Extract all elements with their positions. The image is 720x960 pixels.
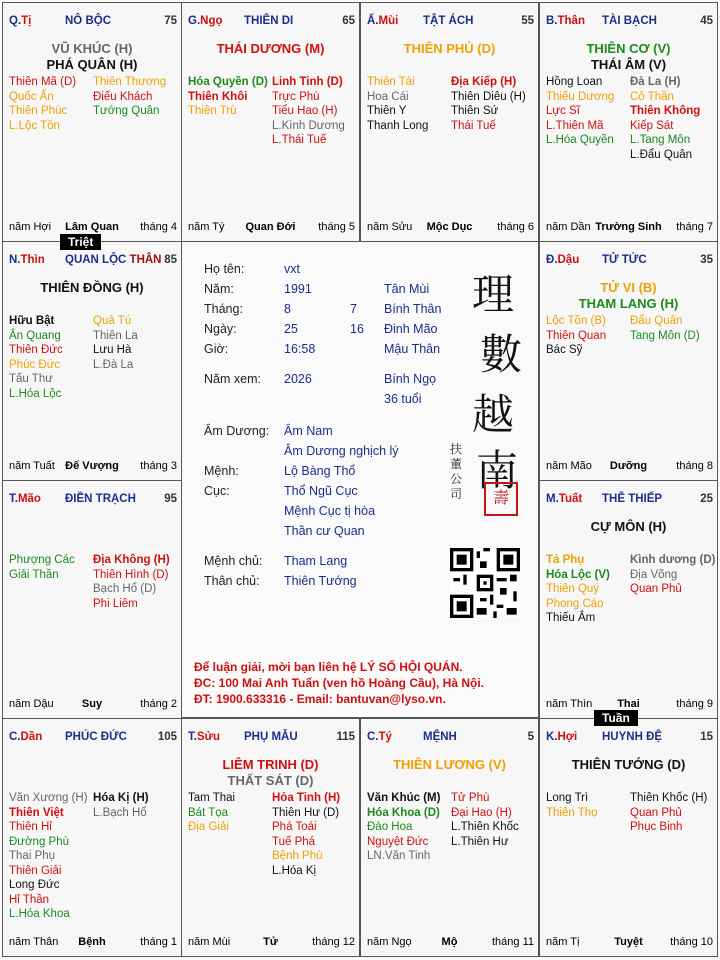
cell-stage: Bệnh (78, 936, 106, 948)
cell-position: Đ.Dậu (546, 254, 580, 266)
main-star: VŨ KHÚC (H) (51, 41, 133, 56)
minor-star: Linh Tinh (D) (272, 76, 343, 88)
minor-star: Thiên Không (630, 105, 701, 117)
palace-name: TẬT ÁCH (423, 15, 474, 27)
contact-line-1: Để luận giải, mời bạn liên hệ LÝ SỐ HỘI QUÁN. (194, 660, 463, 674)
minor-star: Tam Thai (188, 792, 236, 804)
minor-star: Cô Thần (630, 90, 674, 103)
cell-month: tháng 9 (676, 698, 713, 710)
minor-stars-c2 (93, 75, 166, 119)
menh-chu-label: Mệnh chủ: (204, 554, 263, 568)
minor-star: Hỉ Thần (9, 893, 50, 906)
minor-star: Thiên Hỉ (9, 821, 52, 833)
minor-star: Thiên Tài (367, 76, 415, 88)
cuc-value: Thổ Ngũ Cục (284, 484, 358, 498)
main-stars (540, 280, 717, 312)
cell-month: tháng 10 (670, 936, 713, 948)
contact-phone-email[interactable]: ĐT: 1900.633316 - Email: bantuvan@lyso.vn. (194, 692, 446, 706)
cell-year: năm Thìn (546, 698, 593, 710)
palace-cell-ddau (539, 241, 718, 481)
minor-star: L.Đà La (93, 358, 134, 371)
than-marker: THÂN (129, 254, 162, 266)
minor-star: Văn Khúc (M) (367, 792, 441, 804)
minor-stars-c2 (630, 75, 700, 162)
cell-stage: Đế Vượng (65, 460, 119, 472)
minor-star: Thiên Y (367, 105, 407, 117)
minor-star: Thiên Khốc (H) (630, 792, 708, 804)
minor-stars-c2 (272, 791, 340, 878)
minor-star: Tả Phụ (546, 554, 585, 566)
triet-tag: Triệt (60, 234, 101, 250)
minor-stars-c1 (188, 791, 235, 835)
minor-star: Thái Tuế (451, 119, 496, 132)
minor-star: Thanh Long (367, 119, 429, 132)
minor-star: Phi Liêm (93, 597, 138, 610)
cell-month: tháng 3 (140, 460, 177, 472)
cell-month: tháng 2 (140, 698, 177, 710)
minor-star: Quả Tú (93, 315, 132, 327)
minor-stars-c1 (546, 553, 610, 626)
am-duong-value-2: Âm Dương nghịch lý (284, 444, 399, 458)
cell-year: năm Tý (188, 221, 225, 233)
cell-year: năm Mùi (188, 936, 231, 948)
cell-year: năm Hợi (9, 221, 52, 233)
main-star: THIÊN PHỦ (D) (403, 41, 496, 56)
palace-age: 35 (700, 254, 713, 266)
minor-star: Thiếu Dương (546, 90, 615, 103)
am-duong-value: Âm Nam (284, 424, 333, 438)
seal-char-3: 越 (472, 390, 515, 439)
minor-star: Long Đức (9, 879, 60, 891)
cell-month: tháng 12 (312, 936, 355, 948)
cell-month: tháng 11 (491, 936, 534, 948)
than-chu-label: Thân chủ: (204, 574, 260, 588)
seal-sub-text: 扶董公司 (450, 442, 463, 501)
menh-label: Mệnh: (204, 464, 239, 478)
main-star: CỰ MÔN (H) (590, 519, 667, 534)
info-value-solar: vxt (284, 262, 300, 276)
palace-age: 55 (521, 15, 534, 27)
cell-year: năm Mão (546, 460, 592, 472)
cell-stage: Mộ (441, 936, 458, 948)
cell-month: tháng 7 (676, 221, 713, 233)
palace-name: MỆNH (423, 731, 457, 743)
cell-stage: Dưỡng (609, 460, 648, 472)
palace-name: THIÊN DI (244, 15, 294, 27)
minor-star: Thiên Đức (9, 344, 63, 356)
minor-star: Kiếp Sát (630, 119, 674, 132)
main-star: THIÊN LƯƠNG (V) (393, 757, 506, 772)
cell-stage: Thai (617, 698, 640, 710)
minor-star: Hỏa Tinh (H) (272, 792, 341, 804)
minor-star: Lộc Tồn (B) (546, 315, 606, 327)
minor-star: LN.Văn Tinh (367, 850, 431, 862)
info-label: Ngày: (204, 322, 237, 336)
contact-address: ĐC: 100 Mai Anh Tuấn (ven hồ Hoàng Cầu), Hà Nội. (194, 676, 485, 690)
minor-star: Kình dương (D) (630, 554, 716, 566)
cell-year: năm Thân (9, 936, 59, 948)
minor-star: Phá Toái (272, 821, 317, 833)
menh-chu-value: Tham Lang (284, 554, 348, 568)
minor-stars-c1 (9, 791, 88, 922)
palace-cell-cty (360, 718, 539, 957)
cell-position: N.Thìn (9, 254, 45, 266)
minor-star: Quan Phủ (630, 583, 682, 595)
minor-star: L.Thiên Khốc (451, 821, 519, 833)
minor-star: Tiểu Hao (H) (272, 105, 338, 117)
info-label: Họ tên: (204, 262, 245, 276)
cell-position: M.Tuất (546, 493, 583, 505)
cell-stage: Tuyệt (614, 936, 643, 948)
minor-star: Tuế Phá (272, 835, 316, 848)
minor-star: Bạch Hổ (D) (93, 583, 157, 595)
minor-star: Địa Không (H) (93, 554, 170, 566)
minor-star: Thiếu Âm (546, 612, 596, 624)
cell-stage: Trường Sinh (595, 221, 662, 233)
palace-age: 45 (700, 15, 713, 27)
info-value-lunar: 7 (350, 302, 357, 316)
minor-stars-c1 (367, 791, 440, 864)
info-label: Năm xem: (204, 372, 261, 386)
info-value-solar: 2026 (284, 372, 312, 386)
minor-star: L.Thái Tuế (272, 134, 327, 146)
minor-star: Phượng Các (9, 554, 75, 566)
cell-stage: Tử (263, 936, 278, 948)
palace-name: THÊ THIẾP (602, 493, 663, 505)
cell-year: năm Dần (546, 221, 591, 233)
minor-star: Tấu Thư (9, 373, 53, 385)
minor-stars-c1 (9, 553, 75, 582)
cuc-value-3: Thần cư Quan (284, 524, 365, 538)
cell-stage: Lâm Quan (65, 221, 119, 233)
minor-star: Văn Xương (H) (9, 792, 88, 804)
minor-star: L.Tang Môn (630, 134, 691, 146)
minor-star: Nguyệt Đức (367, 835, 429, 848)
minor-star: L.Đẩu Quân (630, 148, 693, 161)
minor-stars-c2 (93, 791, 149, 820)
minor-star: Phúc Đức (9, 358, 61, 371)
minor-star: L.Bạch Hổ (93, 806, 147, 819)
minor-star: Thiên Trù (188, 105, 237, 117)
main-stars (182, 757, 359, 789)
palace-cell-gngo (181, 2, 360, 242)
main-star: THIÊN TƯỚNG (D) (571, 757, 686, 772)
cell-year: năm Sửu (367, 221, 413, 233)
minor-star: L.Thiên Mã (546, 119, 604, 132)
minor-star: Hoa Cái (367, 90, 409, 103)
palace-age: 115 (336, 731, 355, 743)
palace-cell-amui (360, 2, 539, 242)
main-stars (361, 757, 538, 773)
minor-star: Đào Hoa (367, 821, 413, 833)
info-value-canchi: 36 tuổi (384, 392, 422, 406)
seal-char-4: 南 (476, 446, 519, 495)
cell-position: Ấ.Mùi (367, 15, 399, 27)
info-value-canchi: Tân Mùi (384, 282, 430, 296)
info-label: Tháng: (204, 302, 243, 316)
minor-star: Đại Hao (H) (451, 806, 512, 819)
minor-star: Đường Phù (9, 835, 69, 848)
minor-star: L.Hóa Lộc (9, 387, 62, 400)
minor-stars-c2 (630, 791, 707, 835)
main-star: THIÊN ĐỒNG (H) (40, 280, 144, 295)
info-value-canchi: Mậu Thân (384, 342, 441, 356)
minor-stars-c1 (367, 75, 428, 133)
minor-star: Tử Phù (451, 792, 490, 804)
cell-year: năm Dậu (9, 698, 54, 710)
minor-star: Thiên Việt (9, 806, 64, 819)
minor-star: Thiên Thọ (546, 806, 598, 819)
minor-star: L.Lộc Tồn (9, 119, 60, 132)
minor-star: Thiên Quý (546, 583, 600, 595)
main-stars (182, 41, 359, 57)
cuc-value-2: Mệnh Cục tị hòa (284, 504, 376, 518)
info-value-canchi: Bính Ngọ (384, 372, 437, 386)
minor-stars-c2 (93, 314, 138, 372)
minor-stars-c2 (630, 553, 715, 597)
minor-star: Hữu Bật (9, 315, 55, 327)
palace-name: ĐIỀN TRẠCH (65, 493, 136, 505)
palace-cell-tsuu (181, 718, 360, 957)
main-stars (3, 280, 181, 296)
minor-star: Thiên Diêu (H) (451, 90, 526, 103)
cell-year: năm Tuất (9, 460, 55, 472)
minor-star: Thiên Mã (D) (9, 76, 77, 88)
minor-stars-c1 (9, 314, 63, 401)
palace-age: 65 (342, 15, 355, 27)
main-star: PHÁ QUÂN (H) (46, 57, 138, 72)
palace-name: PHỤ MẪU (244, 731, 298, 743)
minor-star: Bệnh Phù (272, 850, 323, 862)
main-star: THẤT SÁT (D) (227, 773, 314, 788)
main-star: TỬ VI (B) (600, 280, 657, 295)
palace-cell-nthin (2, 241, 182, 481)
minor-star: Quốc Ấn (9, 90, 54, 103)
main-stars (3, 41, 181, 73)
info-label: Giờ: (204, 342, 229, 356)
palace-age: 95 (164, 493, 177, 505)
minor-star: Địa Giải (188, 821, 229, 833)
minor-stars-c1 (546, 314, 606, 358)
cell-month: tháng 1 (140, 936, 177, 948)
minor-star: Hóa Lộc (V) (546, 568, 610, 581)
palace-age: 105 (157, 731, 177, 743)
minor-star: Hồng Loan (546, 76, 603, 88)
minor-star: Trực Phù (272, 90, 320, 103)
minor-star: Điếu Khách (93, 90, 153, 103)
cell-year: năm Ngọ (367, 936, 412, 948)
main-stars (540, 519, 717, 535)
minor-star: Hóa Quyền (D) (188, 76, 268, 88)
minor-star: Hóa Kị (H) (93, 792, 149, 804)
cell-year: năm Tị (546, 936, 580, 948)
cell-position: T.Mão (9, 493, 41, 505)
seal-char-2: 數 (480, 330, 523, 379)
main-star: THIÊN CƠ (V) (586, 41, 671, 56)
palace-name: HUYNH ĐỆ (602, 731, 663, 743)
info-value-canchi: Đinh Mão (384, 322, 438, 336)
minor-star: Thai Phụ (9, 850, 56, 862)
cell-stage: Mộc Dục (426, 221, 473, 233)
minor-star: Long Trì (546, 792, 589, 804)
minor-star: Lưu Hà (93, 344, 132, 356)
minor-star: Lực Sĩ (546, 105, 580, 117)
minor-star: Bát Tọa (188, 806, 229, 819)
minor-stars-c1 (546, 791, 598, 820)
minor-stars-c2 (93, 553, 170, 611)
minor-stars-c2 (630, 314, 700, 343)
minor-star: Thiên La (93, 329, 138, 342)
cell-position: C.Tý (367, 731, 392, 743)
cell-month: tháng 8 (676, 460, 713, 472)
cuc-label: Cục: (204, 484, 230, 498)
info-value-solar: 16:58 (284, 342, 316, 356)
minor-star: Hóa Khoa (D) (367, 806, 440, 819)
minor-stars-c1 (9, 75, 76, 133)
qr-code-icon[interactable] (450, 548, 520, 618)
main-star: THÁI ÂM (V) (590, 57, 667, 72)
palace-cell-khoi (539, 718, 718, 957)
info-value-solar: 1991 (284, 282, 312, 296)
palace-name: TÀI BẠCH (602, 15, 657, 27)
minor-stars-c2 (272, 75, 345, 148)
cell-stage: Suy (81, 698, 103, 710)
info-label: Năm: (204, 282, 234, 296)
main-stars (361, 41, 538, 57)
minor-star: Thiên Khôi (188, 90, 248, 103)
palace-name: NÔ BỘC (65, 15, 111, 27)
am-duong-label: Âm Dương: (204, 424, 270, 438)
minor-star: Thiên Quan (546, 329, 607, 342)
minor-star: L.Hóa Quyền (546, 134, 614, 146)
tuan-tag: Tuần (594, 710, 638, 726)
palace-age: 25 (700, 493, 713, 505)
minor-star: Quan Phủ (630, 806, 682, 819)
cell-position: G.Ngọ (188, 15, 223, 27)
palace-name: QUAN LỘC THÂN (65, 254, 162, 266)
palace-age: 5 (527, 731, 534, 743)
cell-position: C.Dần (9, 731, 43, 743)
cell-position: K.Hợi (546, 731, 578, 743)
minor-star: Bác Sỹ (546, 344, 583, 356)
cell-month: tháng 5 (318, 221, 355, 233)
seal-char-1: 理 (472, 270, 515, 319)
palace-age: 85 (164, 254, 177, 266)
than-chu-value: Thiên Tướng (284, 574, 357, 588)
minor-star: Thiên Hư (D) (272, 806, 340, 819)
menh-value: Lộ Bàng Thổ (284, 464, 356, 478)
main-stars (540, 757, 717, 773)
palace-cell-mtuat (539, 480, 718, 719)
cell-position: B.Thân (546, 15, 585, 27)
minor-star: L.Hóa Kị (272, 864, 317, 877)
seal-stamp: 壽 (484, 482, 518, 516)
cell-position: T.Sửu (188, 731, 220, 743)
palace-age: 75 (164, 15, 177, 27)
main-star: THÁI DƯƠNG (M) (216, 41, 325, 56)
info-value-solar: 25 (284, 322, 298, 336)
minor-star: Đà La (H) (630, 76, 681, 88)
minor-star: Ân Quang (9, 329, 61, 342)
minor-star: L.Kình Dương (272, 119, 345, 132)
minor-star: Giải Thần (9, 568, 59, 581)
minor-stars-c1 (546, 75, 614, 148)
palace-cell-cdan (2, 718, 182, 957)
minor-star: L.Hóa Khoa (9, 908, 70, 920)
minor-star: Thiên Hình (D) (93, 568, 169, 581)
info-value-canchi: Bính Thân (384, 302, 442, 316)
minor-star: Phục Binh (630, 821, 683, 833)
minor-star: Thiên Giải (9, 864, 62, 877)
minor-star: Thiên Sứ (451, 105, 499, 117)
minor-stars-c2 (451, 75, 526, 133)
minor-stars-c1 (188, 75, 268, 119)
minor-star: L.Thiên Hư (451, 835, 509, 848)
main-star: THAM LANG (H) (578, 296, 679, 311)
palace-age: 15 (700, 731, 713, 743)
cell-position: Q.Tị (9, 15, 32, 27)
minor-star: Phong Cáo (546, 597, 604, 610)
palace-cell-tmao (2, 480, 182, 719)
cell-month: tháng 4 (140, 221, 177, 233)
palace-name: PHÚC ĐỨC (65, 731, 127, 743)
minor-star: Địa Võng (630, 568, 678, 581)
minor-star: Thiên Phúc (9, 105, 68, 117)
minor-star: Tang Môn (D) (630, 329, 700, 342)
info-value-solar: 8 (284, 302, 291, 316)
minor-stars-c2 (451, 791, 519, 849)
center-info-panel (181, 241, 539, 718)
palace-cell-qti (2, 2, 182, 242)
minor-star: Đẩu Quân (630, 315, 683, 327)
info-value-lunar: 16 (350, 322, 364, 336)
palace-cell-bthan (539, 2, 718, 242)
minor-star: Địa Kiếp (H) (451, 76, 517, 88)
palace-name: TỬ TỨC (602, 254, 647, 266)
minor-star: Tướng Quân (93, 105, 160, 117)
main-star: LIÊM TRINH (D) (222, 757, 319, 772)
cell-stage: Quan Đới (245, 221, 296, 233)
minor-star: Thiên Thương (93, 76, 167, 88)
main-stars (540, 41, 717, 73)
cell-month: tháng 6 (497, 221, 534, 233)
